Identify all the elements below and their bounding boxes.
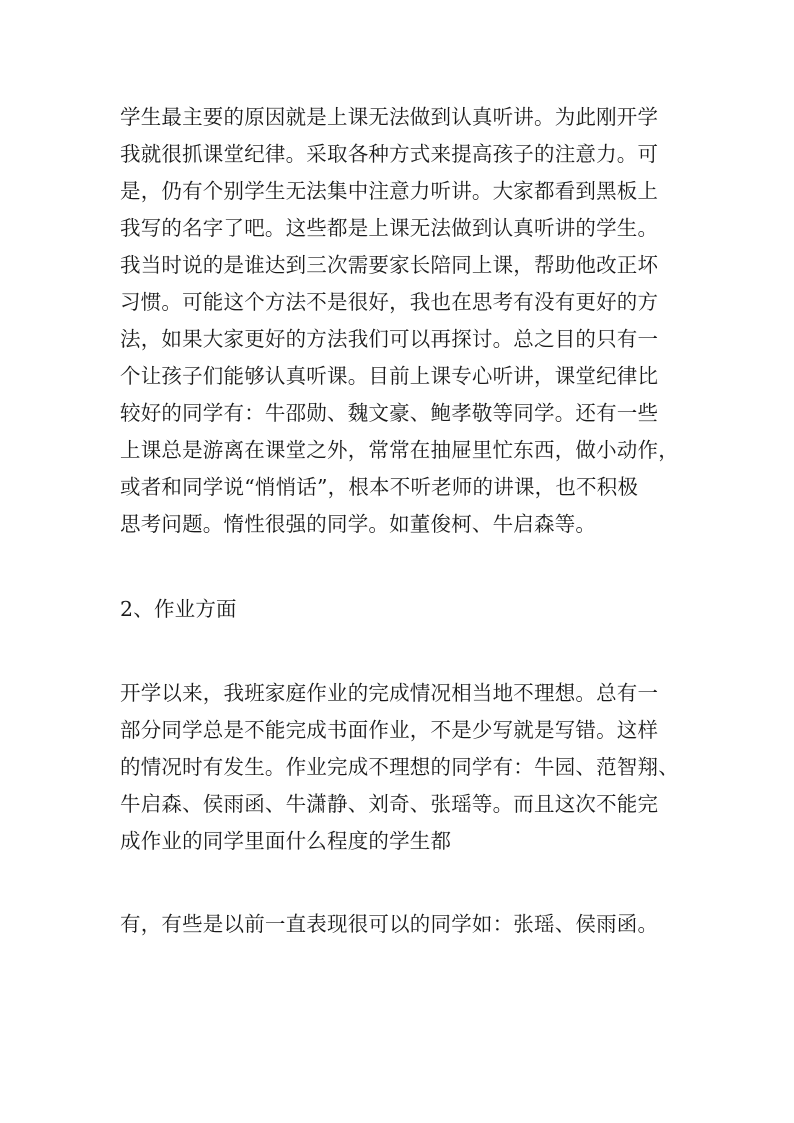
- paragraph-1-line-5: 我当时说的是谁达到三次需要家长陪同上课，帮助他改正坏: [120, 253, 659, 277]
- paragraph-1-line-12: 思考问题。惰性很强的同学。如董俊柯、牛启森等。: [120, 512, 597, 536]
- paragraph-1-line-7: 法，如果大家更好的方法我们可以再探讨。总之目的只有一: [120, 327, 659, 351]
- paragraph-1-line-9: 较好的同学有：牛邵勋、魏文豪、鲍孝敬等同学。还有一些: [120, 401, 659, 425]
- paragraph-1-line-6: 习惯。可能这个方法不是很好，我也在思考有没有更好的方: [120, 290, 659, 314]
- paragraph-2-line-5: 成作业的同学里面什么程度的学生都: [120, 829, 452, 853]
- paragraph-2-line-4: 牛启森、侯雨函、牛潇静、刘奇、张瑶等。而且这次不能完: [120, 792, 659, 816]
- paragraph-2-line-3: 的情况时有发生。作业完成不理想的同学有：牛园、范智翔、: [120, 755, 679, 779]
- paragraph-1-line-4: 我写的名字了吧。这些都是上课无法做到认真听讲的学生。: [120, 216, 659, 240]
- paragraph-2-line-2: 部分同学总是不能完成书面作业，不是少写就是写错。这样: [120, 718, 659, 742]
- section-heading: 2、作业方面: [120, 597, 237, 621]
- paragraph-1-line-3: 是，仍有个别学生无法集中注意力听讲。大家都看到黑板上: [120, 179, 659, 203]
- paragraph-3-line-1: 有，有些是以前一直表现很可以的同学如：张瑶、侯雨函。: [120, 912, 659, 936]
- paragraph-1-line-8: 个让孩子们能够认真听课。目前上课专心听讲，课堂纪律比: [120, 364, 659, 388]
- paragraph-1-line-11: 或者和同学说“悄悄话”，根本不听老师的讲课，也不积极: [120, 475, 639, 499]
- paragraph-1-line-1: 学生最主要的原因就是上课无法做到认真听讲。为此刚开学: [120, 105, 659, 129]
- paragraph-1-line-10: 上课总是游离在课堂之外，常常在抽屉里忙东西，做小动作，: [120, 438, 679, 462]
- paragraph-2-line-1: 开学以来，我班家庭作业的完成情况相当地不理想。总有一: [120, 681, 659, 705]
- paragraph-1-line-2: 我就很抓课堂纪律。采取各种方式来提高孩子的注意力。可: [120, 142, 659, 166]
